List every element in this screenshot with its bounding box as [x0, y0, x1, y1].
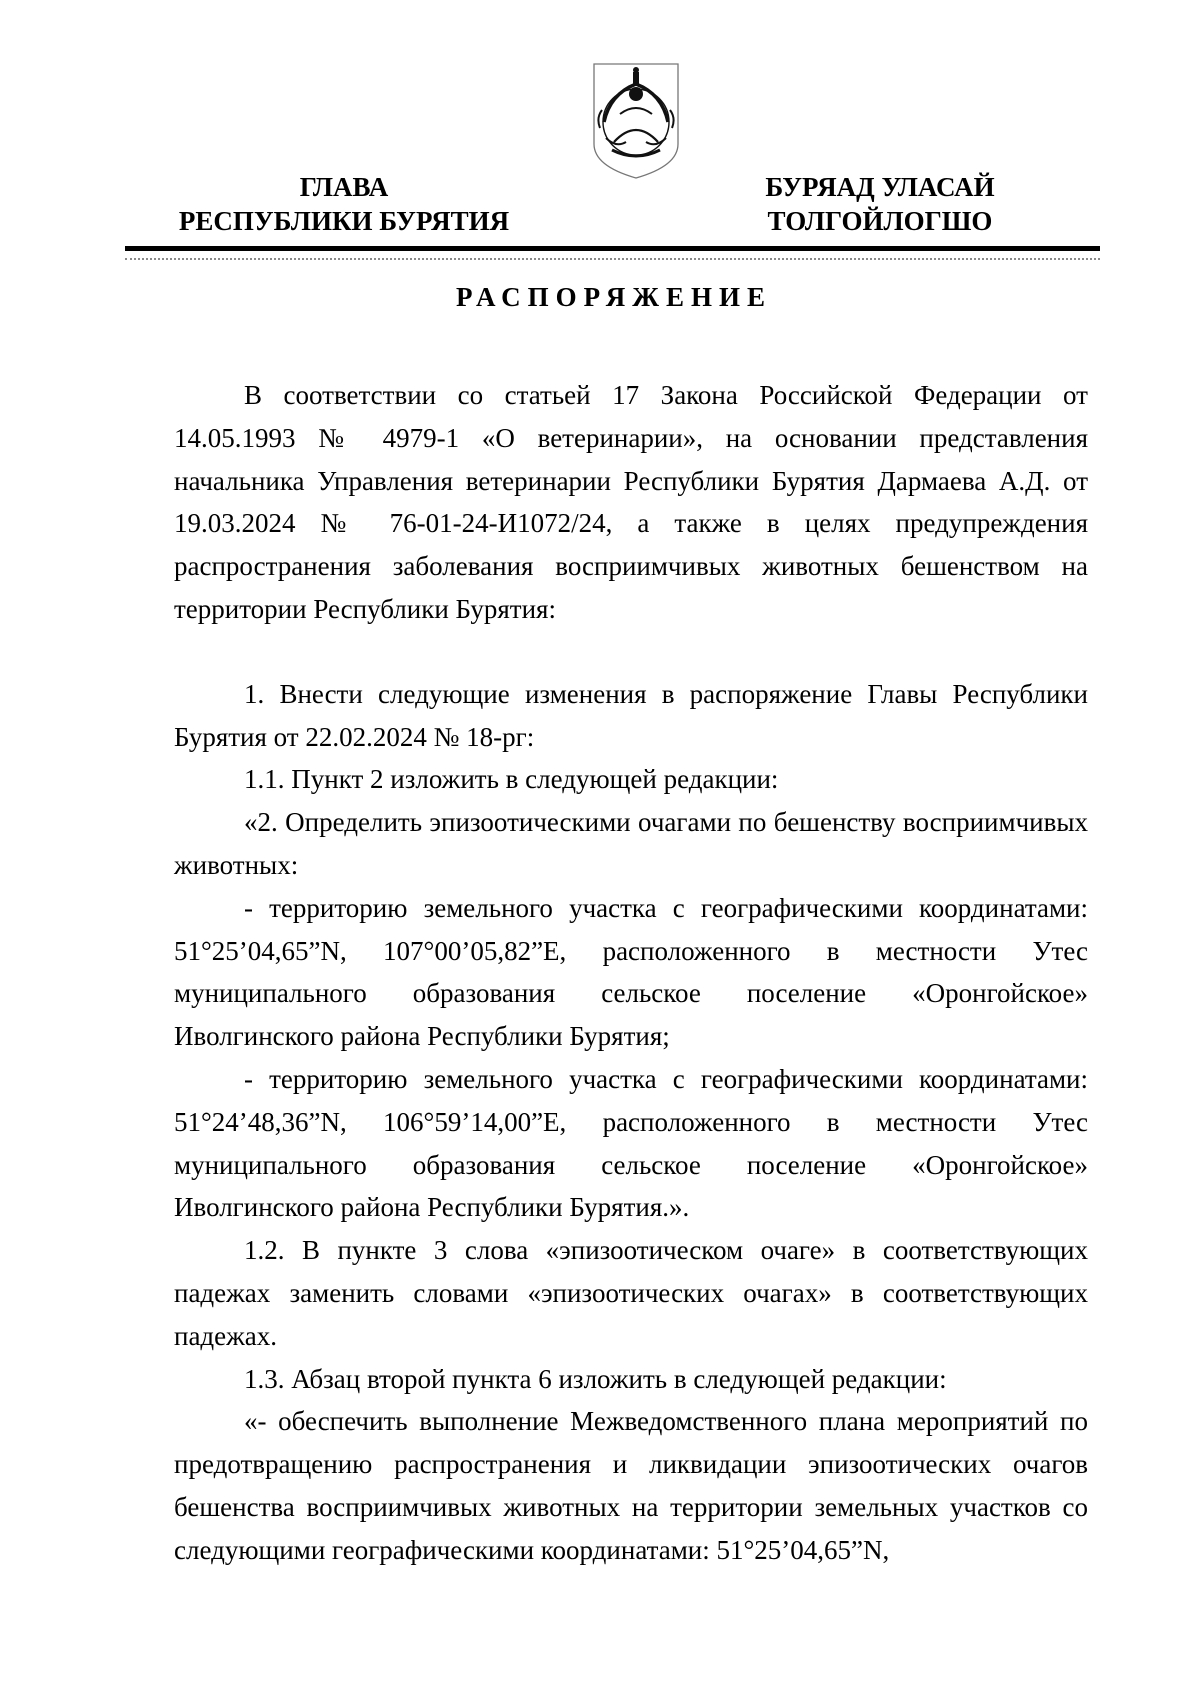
paragraph: 1.3. Абзац второй пункта 6 изложить в следующей редакции:	[244, 1363, 947, 1394]
document-body	[174, 374, 1088, 1572]
paragraph: В соответствии со статьей 17 Закона Российской Федерации от 14.05.1993 № 4979-1 «О ветеринарии», на основании представления начальника Управления ветеринарии Республики Бурятия Дармаева А.Д. от 19.03.2024 № 76-01-24-И1072/24, а также в целях предупреждения распространения заболевания восприимчивых животных бешенством на территории Республики Бурятия:	[174, 380, 1088, 624]
document-header	[0, 0, 1200, 250]
paragraph: - территорию земельного участка с географическими координатами: 51°24’48,36”N, 106°59’14,00”E, расположенного в местности Утес муниципального образования сельское поселение «Оронгойское» Иволгинского района Республики Бурятия.».	[174, 1063, 1088, 1223]
paragraph: 1.2. В пункте 3 слова «эпизоотическом очаге» в соответствующих падежах заменить словами «эпизоотических очагах» в соответствующих падежах.	[174, 1235, 1088, 1351]
issuer-title-line: РЕСПУБЛИКИ БУРЯТИЯ	[178, 206, 510, 236]
issuer-title-russian	[160, 170, 528, 238]
paragraph: 1. Внести следующие изменения в распоряжение Главы Республики Бурятия от 22.02.2024 № 18-рг:	[174, 678, 1088, 752]
issuer-title-line: БУРЯАД УЛАСАЙ	[765, 172, 995, 202]
paragraph: 1.1. Пункт 2 изложить в следующей редакции:	[244, 764, 779, 795]
paragraph: «- обеспечить выполнение Межведомственного плана мероприятий по предотвращению распространения и ликвидации эпизоотических очагов бешенства восприимчивых животных на территории земельных участков со следующими географическими координатами: 51°25’04,65”N,	[174, 1406, 1088, 1565]
issuer-title-line: ГЛАВА	[299, 172, 389, 202]
issuer-title-buryat	[740, 170, 1020, 238]
coat-of-arms-icon	[590, 58, 682, 182]
issuer-title-line: ТОЛГОЙЛОГШО	[767, 206, 993, 236]
document-title: РАСПОРЯЖЕНИЕ	[455, 282, 773, 312]
paragraph: - территорию земельного участка с географическими координатами: 51°25’04,65”N, 107°00’05,82”E, расположенного в местности Утес муниципального образования сельское поселение «Оронгойское» Иволгинского района Республики Бурятия;	[174, 892, 1088, 1052]
paragraph: «2. Определить эпизоотическими очагами по бешенству восприимчивых животных:	[174, 807, 1088, 880]
header-divider-thick	[125, 246, 1100, 251]
header-divider-thin	[125, 258, 1100, 260]
